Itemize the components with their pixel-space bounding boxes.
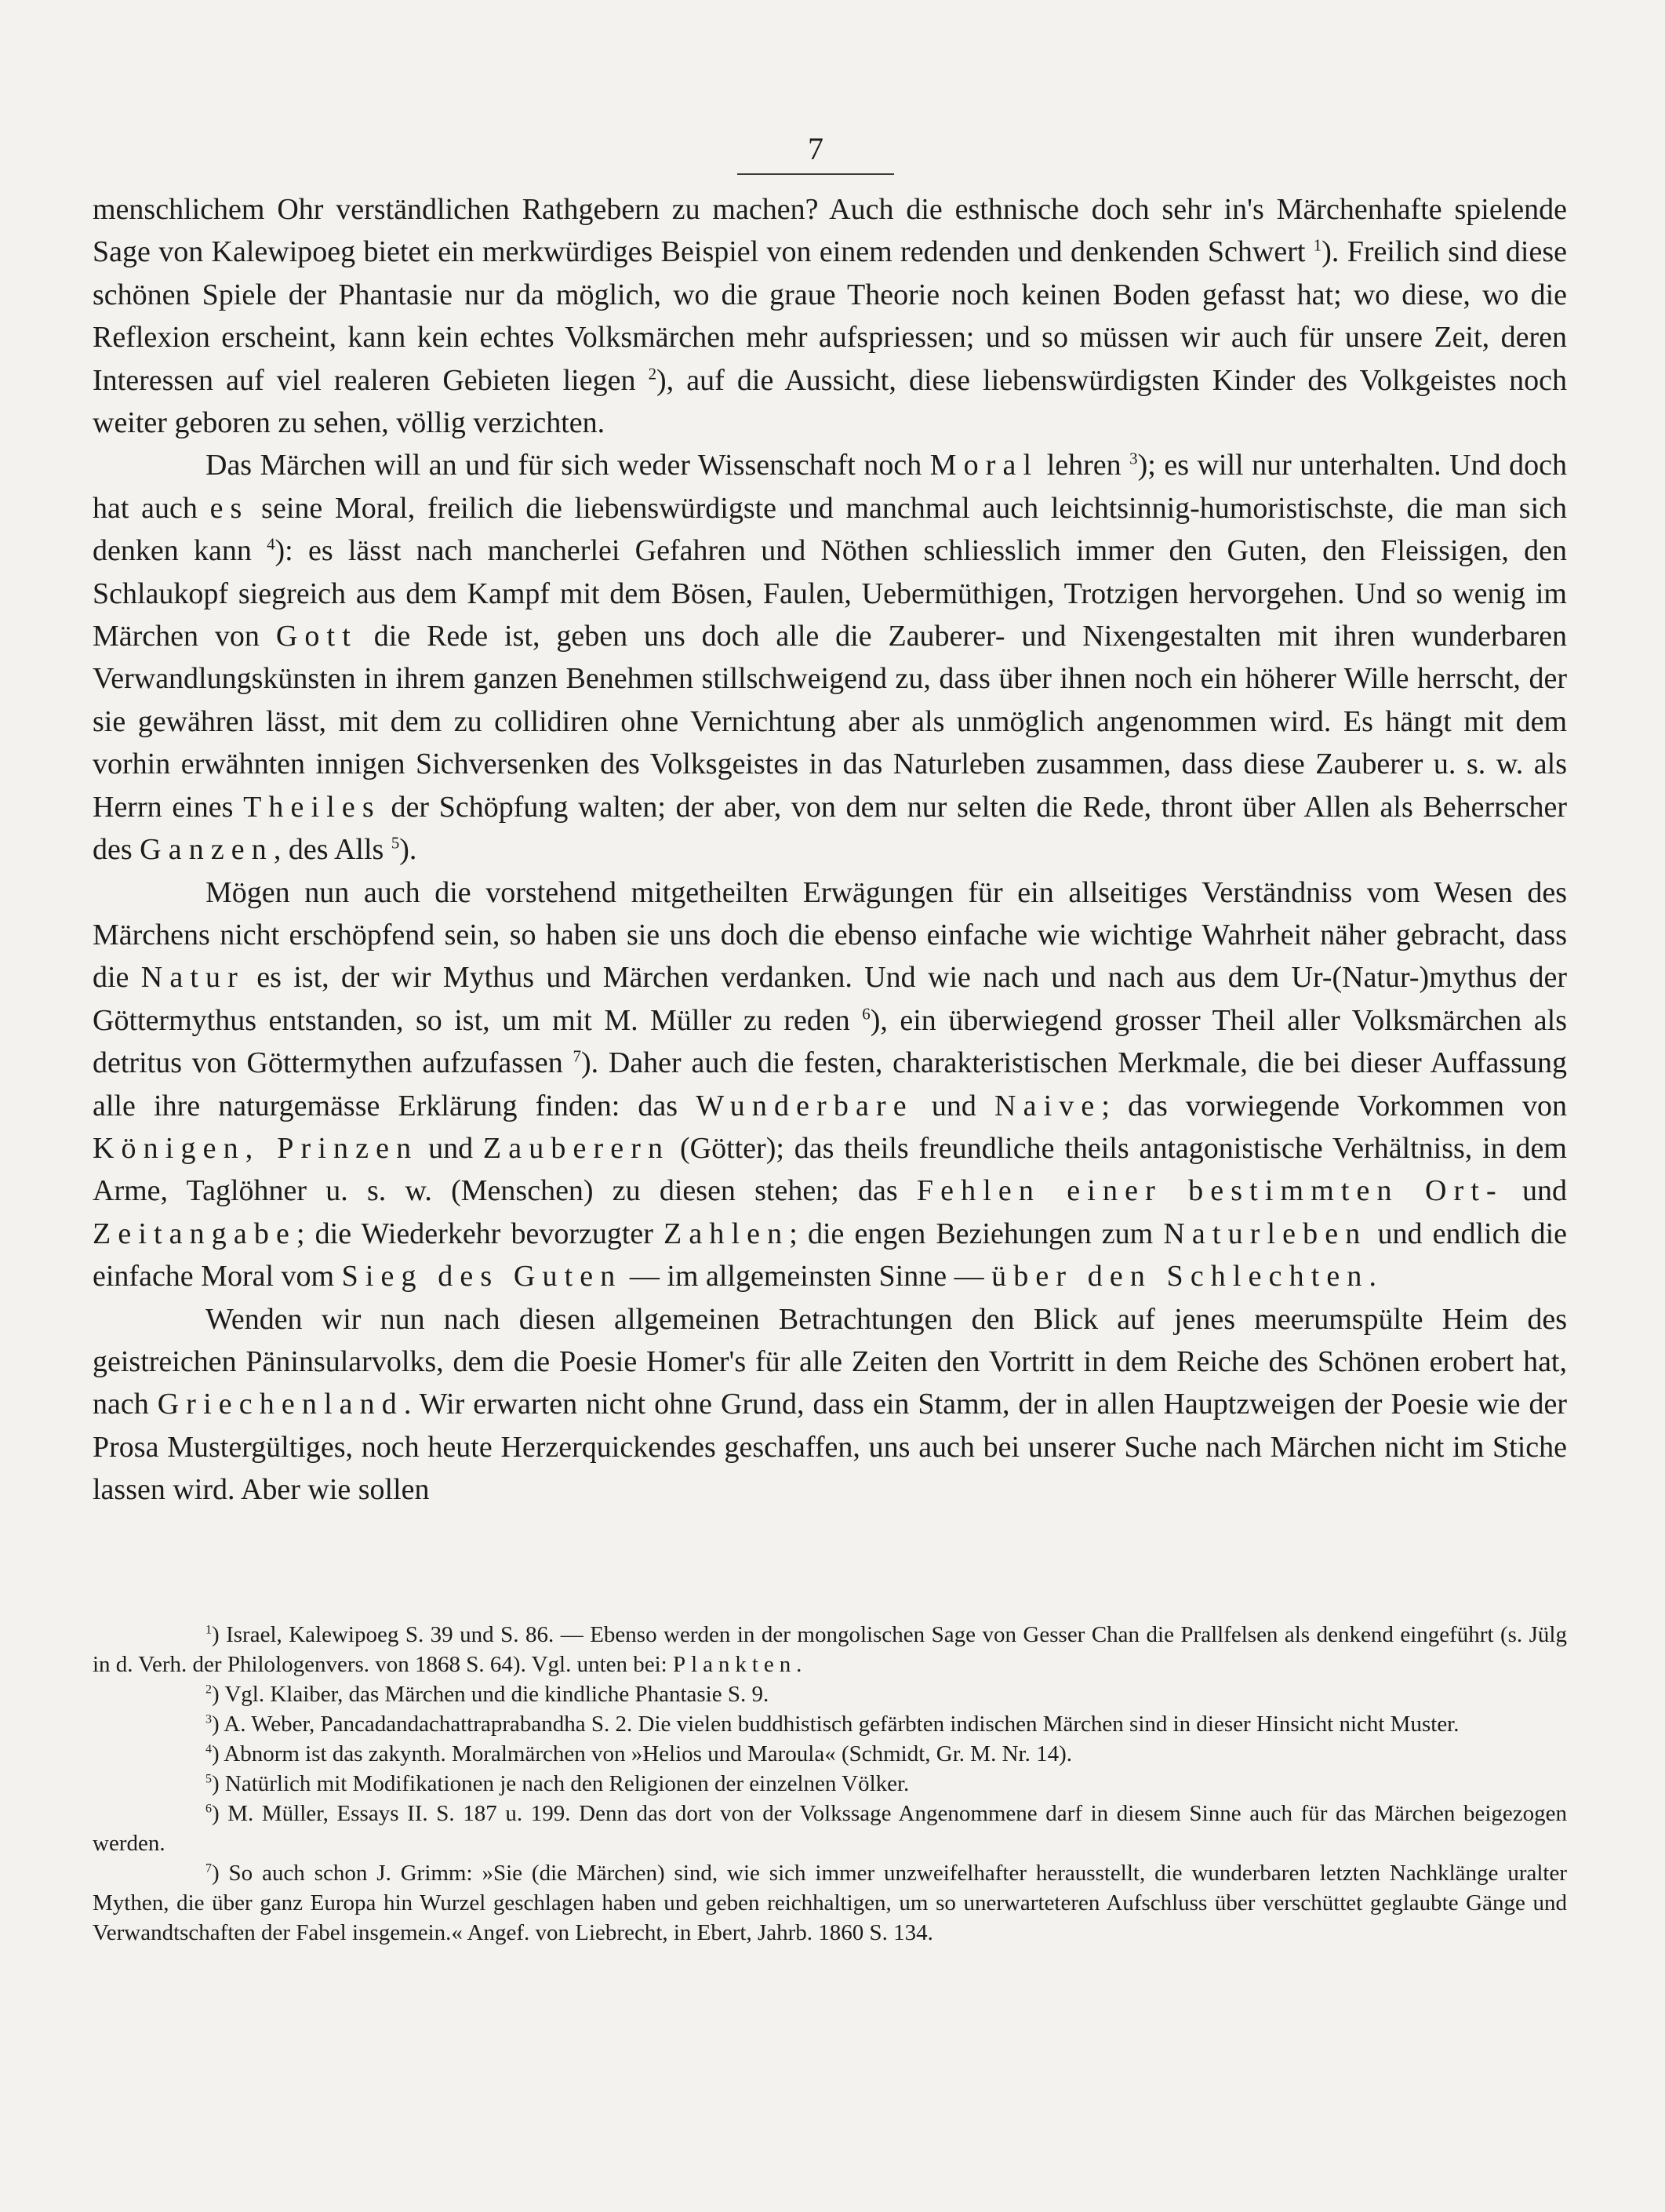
footnote-4: $^4$) Abnorm ist das zakynth. Moralmärchen von »Helios und Maroula« (Schmidt, Gr. M. Nr. 14).: [205, 1741, 1072, 1766]
page-number-rule: [737, 173, 894, 175]
footnote-5: $^5$) Natürlich mit Modifikationen je nach den Religionen der einzelnen Völker.: [205, 1771, 910, 1796]
spaced-emphasis: Zauberern: [482, 1131, 671, 1165]
footnote-ref[interactable]: 2: [648, 363, 657, 383]
spaced-emphasis: Königen, Prinzen: [93, 1131, 419, 1165]
spaced-emphasis: Naturleben: [1163, 1217, 1368, 1250]
spaced-emphasis: Plankten: [672, 1652, 797, 1677]
spaced-emphasis: Theiles: [243, 790, 381, 824]
spaced-emphasis: Naive: [994, 1089, 1102, 1122]
footnote-ref[interactable]: 1: [1313, 235, 1322, 255]
footnote-mark: 6: [205, 1802, 212, 1816]
spaced-emphasis: Wunderbare: [696, 1089, 914, 1122]
footnote-mark: 5: [205, 1772, 212, 1786]
footnote-1: $^1$) Israel, Kalewipoeg S. 39 und S. 86. — Ebenso werden in der mongolischen Sage von Gesser Chan die Prallfelsen als denkend eingeführt (s. Jülg in d. Verh. der Philologenvers. von 1868 S. 64). Vgl. unten bei: Plankten.: [93, 1622, 1567, 1677]
spaced-emphasis: Zeitangabe: [93, 1217, 296, 1250]
spaced-emphasis: Griechenland: [157, 1388, 404, 1421]
main-text: [93, 188, 1567, 1512]
paragraph-3: Mögen nun auch die vorstehend mitgetheilten Erwägungen für ein allseitiges Verständniss vom Wesen des Märchens nicht erschöpfend sein, so haben sie uns doch die ebenso einfache wie wichtige Wahrheit näher gebracht, dass die Natur es ist, der wir Mythus und Märchen verdanken. Und wie nach und nach aus dem Ur-(Natur-)mythus der Göttermythus entstanden, so ist, um mit M. Müller zu reden $^6$), ein überwiegend grosser Theil aller Volksmärchen als detritus von Göttermythen aufzufassen $^7$). Daher auch die festen, charakteristischen Merkmale, die bei dieser Auffassung alle ihre naturgemässe Erklärung finden: das Wunderbare und Naive; das vorwiegende Vorkommen von Königen, Prinzen und Zauberern (Götter); das theils freundliche theils antagonistische Verhältniss, in dem Arme, Taglöhner u. s. w. (Menschen) zu diesen stehen; das Fehlen einer bestimmten Ort- und Zeitangabe; die Wiederkehr bevorzugter Zahlen; die engen Beziehungen zum Naturleben und endlich die einfache Moral vom Sieg des Guten — im allgemeinsten Sinne — über den Schlechten.: [93, 875, 1567, 1293]
footnote-ref[interactable]: 7: [573, 1046, 581, 1066]
spaced-emphasis: Zahlen: [663, 1217, 790, 1250]
footnote-mark: 2: [205, 1683, 212, 1697]
footnote-3: $^3$) A. Weber, Pancadandachattraprabandha S. 2. Die vielen buddhistisch gefärbten indischen Märchen sind in dieser Hinsicht nicht Muster.: [205, 1712, 1460, 1737]
spaced-emphasis: Gott: [275, 620, 358, 653]
spaced-emphasis: Fehlen einer bestimmten Ort-: [916, 1174, 1503, 1208]
footnote-mark: 3: [205, 1712, 212, 1726]
paragraph-1: menschlichem Ohr verständlichen Rathgebern zu machen? Auch die esthnische doch sehr in's Märchenhafte spielende Sage von Kalewipoeg bietet ein merkwürdiges Beispiel von einem redenden und denkenden Schwert $^1$). Freilich sind diese schönen Spiele der Phantasie nur da möglich, wo die graue Theorie noch keinen Boden gefasst hat; wo diese, wo die Reflexion erscheint, kann kein echtes Volksmärchen mehr aufspriessen; und so müssen wir auch für unsere Zeit, deren Interessen auf viel realeren Gebieten liegen $^2$), auf die Aussicht, diese liebenswürdigsten Kinder des Volkgeistes noch weiter geboren zu sehen, völlig verzichten.: [93, 193, 1567, 440]
footnote-7: $^7$) So auch schon J. Grimm: »Sie (die Märchen) sind, wie sich immer unzweifelhafter herausstellt, die wunderbaren letzten Nachklänge uralter Mythen, die über ganz Europa hin Wurzel geschlagen haben und geben reichhaltigen, um so unerwarteteren Aufschluss über verschüttet geglaubte Gänge und Verwandtschaften der Fabel insgemein.« Angef. von Liebrecht, in Ebert, Jahrb. 1860 S. 134.: [93, 1861, 1567, 1945]
spaced-emphasis: über den Schlechten: [991, 1260, 1369, 1293]
spaced-emphasis: Natur: [140, 961, 245, 995]
spaced-emphasis: Moral: [929, 449, 1039, 482]
footnote-mark: 7: [205, 1861, 212, 1875]
paragraph-2: Das Märchen will an und für sich weder Wissenschaft noch Moral lehren $^3$); es will nur unterhalten. Und doch hat auch es seine Moral, freilich die liebenswürdigste und manchmal auch leichtsinnig-humoristischste, die man sich denken kann $^4$): es lässt nach mancherlei Gefahren und Nöthen schliesslich immer den Guten, den Fleissigen, den Schlaukopf siegreich aus dem Kampf mit dem Bösen, Faulen, Uebermüthigen, Trotzigen hervorgehen. Und so wenig im Märchen von Gott die Rede ist, geben uns doch alle die Zauberer- und Nixengestalten mit ihren wunderbaren Verwandlungskünsten in ihrem ganzen Benehmen stillschweigend zu, dass über ihnen noch ein höherer Wille herrscht, der sie gewähren lässt, mit dem zu collidiren ohne Vernichtung aber als unmöglich angenommen wird. Es hängt mit dem vorhin erwähnten innigen Sichversenken des Volksgeistes in das Naturleben zusammen, dass diese Zauberer u. s. w. als Herrn eines Theiles der Schöpfung walten; der aber, von dem nur selten die Rede, thront über Allen als Beherrscher des Ganzen, des Alls $^5$).: [93, 449, 1568, 867]
spaced-emphasis: Sieg des Guten: [341, 1260, 623, 1293]
page-number: 7: [808, 131, 823, 166]
footnote-2: $^2$) Vgl. Klaiber, das Märchen und die kindliche Phantasie S. 9.: [205, 1682, 769, 1707]
paragraph-4: Wenden wir nun nach diesen allgemeinen Betrachtungen den Blick auf jenes meerumspülte Heim des geistreichen Päninsularvolks, dem die Poesie Homer's für alle Zeiten den Vortritt in dem Reiche des Schönen erobert hat, nach Griechenland. Wir erwarten nicht ohne Grund, dass ein Stamm, der in allen Hauptzweigen der Poesie wie der Prosa Mustergültiges, noch heute Herzerquickendes geschaffen, uns auch bei unserer Suche nach Märchen nicht im Stiche lassen wird. Aber wie sollen: [93, 1302, 1567, 1507]
footnote-ref[interactable]: 4: [267, 534, 275, 554]
footnote-ref[interactable]: 3: [1129, 449, 1138, 468]
footnote-mark: 4: [205, 1742, 212, 1756]
spaced-emphasis: es: [209, 491, 249, 525]
footnote-ref[interactable]: 5: [391, 833, 400, 853]
footnotes: [93, 1620, 1567, 1948]
footnote-mark: 1: [205, 1623, 212, 1637]
footnote-6: $^6$) M. Müller, Essays II. S. 187 u. 199. Denn das dort von der Volkssage Angenommene darf in diesem Sinne auch für das Märchen beigezogen werden.: [93, 1801, 1567, 1856]
spaced-emphasis: Ganzen: [140, 833, 274, 867]
footnote-ref[interactable]: 6: [862, 1004, 871, 1024]
